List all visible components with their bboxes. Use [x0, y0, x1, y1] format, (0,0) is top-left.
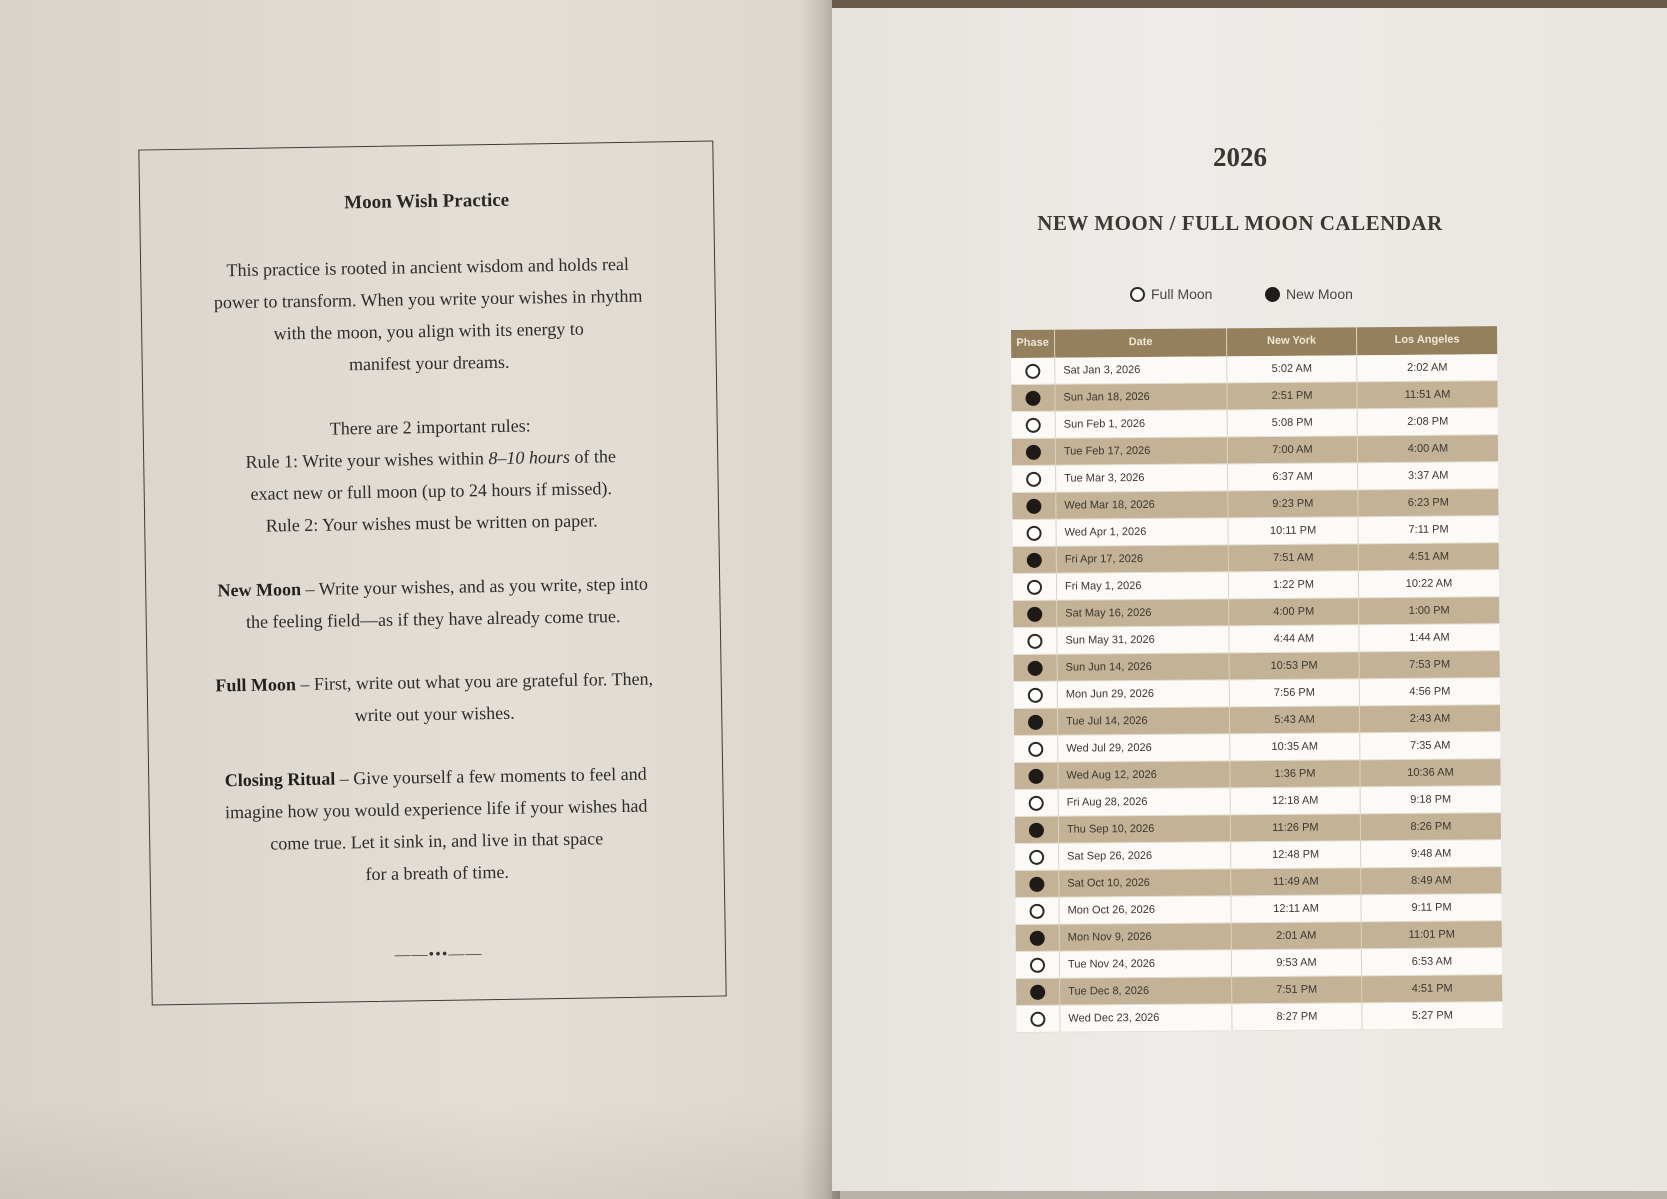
date-cell: Fri Apr 17, 2026: [1057, 545, 1229, 572]
new-york-time-cell: 5:02 AM: [1227, 355, 1357, 382]
new-york-time-cell: 9:23 PM: [1228, 490, 1358, 517]
legend-new-moon: [1265, 283, 1353, 305]
phase-cell: [1014, 736, 1058, 762]
full-moon-icon: [1030, 903, 1045, 918]
new-york-time-cell: 12:48 PM: [1231, 841, 1361, 868]
los-angeles-time-cell: 6:23 PM: [1407, 496, 1449, 509]
los-angeles-time-cell: 2:02 AM: [1407, 361, 1448, 374]
phase-cell: [1012, 439, 1056, 465]
new-york-time-cell: 8:27 PM: [1232, 1003, 1362, 1030]
header-phase: Phase: [1011, 330, 1055, 358]
date-cell: Sat May 16, 2026: [1057, 599, 1229, 626]
practice-frame: [138, 141, 726, 1006]
intro-line: with the moon, you align with its energy to: [273, 318, 584, 344]
table-row: [1013, 543, 1499, 574]
date-cell: Sat Oct 10, 2026: [1059, 869, 1231, 896]
date-cell: Mon Nov 9, 2026: [1060, 923, 1232, 950]
full-moon-icon: [1029, 849, 1044, 864]
practice-title: Moon Wish Practice: [344, 189, 510, 214]
new-york-time-cell: 4:00 PM: [1229, 598, 1359, 625]
los-angeles-time-cell: 11:51 AM: [1404, 388, 1451, 401]
los-angeles-time-cell: 4:00 AM: [1407, 442, 1449, 455]
new-moon-icon: [1265, 287, 1280, 302]
closing-line-3: come true. Let it sink in, and live in that space: [270, 828, 604, 854]
legend-new-moon-label: New Moon: [1286, 286, 1353, 302]
date-cell: Wed Apr 1, 2026: [1056, 518, 1228, 545]
intro-line: This practice is rooted in ancient wisdom and holds real: [226, 253, 630, 281]
closing-line-2: imagine how you would experience life if your wishes had: [224, 795, 648, 823]
table-row: [1013, 624, 1499, 655]
full-moon-icon: [1025, 363, 1040, 378]
phase-cell: [1015, 898, 1059, 924]
los-angeles-time-cell: 2:43 AM: [1409, 712, 1451, 725]
table-row: [1014, 732, 1500, 763]
ornament-divider: ——•••——: [394, 945, 483, 964]
table-row: [1012, 408, 1498, 439]
phase-cell: [1014, 682, 1058, 708]
date-cell: Wed Dec 23, 2026: [1060, 1004, 1232, 1031]
new-york-time-cell: 12:18 AM: [1231, 787, 1361, 814]
calendar-title: NEW MOON / FULL MOON CALENDAR: [1037, 211, 1443, 235]
rule-1-text: Rule 1: Write your wishes within: [245, 448, 489, 472]
practice-content: [139, 142, 725, 1005]
new-moon-icon: [1028, 660, 1043, 675]
phase-cell: [1015, 790, 1059, 816]
phase-cell: [1014, 709, 1058, 735]
new-york-time-cell: 7:00 AM: [1228, 436, 1358, 463]
new-york-time-cell: 10:11 PM: [1228, 517, 1358, 544]
new-moon-icon: [1026, 444, 1041, 459]
full-moon-line-2: write out your wishes.: [354, 702, 515, 726]
full-moon-paragraph: [187, 662, 681, 734]
full-moon-icon: [1028, 687, 1043, 702]
full-moon-icon: [1027, 633, 1042, 648]
new-york-time-cell: 7:51 AM: [1229, 544, 1359, 571]
date-cell: Tue Jul 14, 2026: [1058, 707, 1230, 734]
phase-cell: [1011, 358, 1055, 384]
intro-line: power to transform. When you write your wishes in rhythm: [213, 285, 643, 313]
closing-ritual-paragraph: [189, 757, 684, 893]
rules-heading: There are 2 important rules:: [329, 415, 531, 439]
los-angeles-time-cell: 9:18 PM: [1410, 793, 1452, 806]
page-shadow: [0, 1100, 832, 1199]
full-moon-icon: [1030, 1011, 1045, 1026]
los-angeles-time-cell: 4:51 AM: [1408, 550, 1450, 563]
table-header: [1011, 326, 1497, 358]
table-row: [1016, 975, 1502, 1006]
los-angeles-time-cell: 10:22 AM: [1405, 577, 1453, 590]
table-body: [1011, 354, 1502, 1033]
background-strip: [832, 0, 1667, 8]
table-row: [1014, 678, 1500, 709]
new-moon-label: New Moon: [217, 579, 302, 601]
phase-cell: [1012, 520, 1056, 546]
table-row: [1014, 759, 1500, 790]
full-moon-label: Full Moon: [215, 674, 297, 696]
rules-paragraph: [183, 407, 678, 543]
date-cell: Sun May 31, 2026: [1057, 626, 1229, 653]
rule-2: Rule 2: Your wishes must be written on paper.: [265, 510, 598, 536]
date-cell: Sat Sep 26, 2026: [1059, 842, 1231, 869]
date-cell: Tue Feb 17, 2026: [1056, 437, 1228, 464]
los-angeles-time-cell: 7:35 AM: [1410, 739, 1451, 752]
rule-1-line-2: exact new or full moon (up to 24 hours if missed).: [250, 478, 613, 504]
new-york-time-cell: 2:01 AM: [1232, 922, 1362, 949]
full-moon-icon: [1029, 795, 1044, 810]
table-row: [1012, 489, 1498, 520]
header-new-york: New York: [1227, 327, 1357, 356]
new-moon-icon: [1030, 984, 1045, 999]
phase-cell: [1013, 628, 1057, 654]
new-york-time-cell: 7:56 PM: [1230, 679, 1360, 706]
table-row: [1015, 786, 1501, 817]
new-york-time-cell: 6:37 AM: [1228, 463, 1358, 490]
table-row: [1016, 948, 1502, 979]
new-moon-icon: [1027, 606, 1042, 621]
new-moon-icon: [1029, 876, 1044, 891]
phase-cell: [1016, 1006, 1060, 1032]
new-york-time-cell: 5:43 AM: [1230, 706, 1360, 733]
date-cell: Wed Aug 12, 2026: [1058, 761, 1230, 788]
legend-full-moon-label: Full Moon: [1151, 286, 1213, 302]
intro-paragraph: [181, 247, 676, 383]
closing-ritual-label: Closing Ritual: [224, 768, 336, 791]
phase-legend: [1130, 283, 1390, 307]
new-york-time-cell: 1:22 PM: [1229, 571, 1359, 598]
los-angeles-time-cell: 8:49 AM: [1411, 874, 1452, 887]
los-angeles-time-cell: 1:00 PM: [1408, 604, 1450, 617]
new-york-time-cell: 12:11 AM: [1231, 895, 1361, 922]
new-moon-icon: [1026, 498, 1041, 513]
table-row: [1014, 705, 1500, 736]
new-york-time-cell: 10:53 PM: [1230, 652, 1360, 679]
los-angeles-time-cell: 6:53 AM: [1411, 955, 1453, 968]
table-row: [1013, 570, 1499, 601]
full-moon-icon: [1028, 741, 1043, 756]
table-row: [1014, 651, 1500, 682]
rule-1-text-end: of the: [569, 446, 617, 467]
new-york-time-cell: 10:35 AM: [1230, 733, 1360, 760]
phase-cell: [1012, 466, 1056, 492]
date-cell: Tue Nov 24, 2026: [1060, 950, 1232, 977]
los-angeles-time-cell: 10:36 AM: [1407, 766, 1454, 779]
phase-cell: [1016, 979, 1060, 1005]
phase-cell: [1012, 493, 1056, 519]
phase-cell: [1015, 844, 1059, 870]
full-moon-icon: [1030, 957, 1045, 972]
los-angeles-time-cell: 7:53 PM: [1409, 658, 1451, 671]
los-angeles-time-cell: 11:01 PM: [1408, 928, 1455, 941]
new-moon-line-2: the feeling field—as if they have already come true.: [245, 606, 621, 632]
los-angeles-time-cell: 4:51 PM: [1411, 982, 1453, 995]
los-angeles-time-cell: 2:08 PM: [1407, 415, 1449, 428]
table-row: [1012, 516, 1498, 547]
phase-cell: [1013, 547, 1057, 573]
date-cell: Tue Mar 3, 2026: [1056, 464, 1228, 491]
new-york-time-cell: 4:44 AM: [1229, 625, 1359, 652]
los-angeles-time-cell: 5:27 PM: [1411, 1009, 1453, 1022]
phase-cell: [1014, 655, 1058, 681]
los-angeles-time-cell: 1:44 AM: [1409, 631, 1450, 644]
new-moon-icon: [1028, 714, 1043, 729]
calendar-year: 2026: [1213, 142, 1267, 172]
date-cell: Sun Jan 18, 2026: [1055, 383, 1227, 410]
full-moon-icon: [1027, 579, 1042, 594]
date-cell: Sun Feb 1, 2026: [1056, 410, 1228, 437]
new-york-time-cell: 2:51 PM: [1227, 382, 1357, 409]
phase-cell: [1015, 871, 1059, 897]
table-row: [1013, 597, 1499, 628]
new-moon-icon: [1028, 768, 1043, 783]
los-angeles-time-cell: 7:11 PM: [1408, 523, 1449, 536]
table-row: [1012, 435, 1498, 466]
phase-cell: [1012, 412, 1056, 438]
date-cell: Wed Jul 29, 2026: [1058, 734, 1230, 761]
table-row: [1015, 840, 1501, 871]
los-angeles-time-cell: 8:26 PM: [1410, 820, 1452, 833]
date-cell: Mon Oct 26, 2026: [1059, 896, 1231, 923]
intro-line: manifest your dreams.: [348, 351, 510, 375]
rule-1-hours: 8–10 hours: [488, 446, 571, 469]
new-moon-paragraph: [186, 567, 680, 639]
date-cell: Tue Dec 8, 2026: [1060, 977, 1232, 1004]
legend-full-moon: [1130, 283, 1212, 305]
new-moon-icon: [1029, 822, 1044, 837]
date-cell: Sun Jun 14, 2026: [1058, 653, 1230, 680]
los-angeles-time-cell: 9:11 PM: [1411, 901, 1452, 914]
table-row: [1011, 354, 1497, 385]
table-row: [1015, 894, 1501, 925]
table-row: [1011, 381, 1497, 412]
new-york-time-cell: 11:49 AM: [1231, 868, 1361, 895]
date-cell: Mon Jun 29, 2026: [1058, 680, 1230, 707]
los-angeles-time-cell: 4:56 PM: [1409, 685, 1451, 698]
new-york-time-cell: 1:36 PM: [1230, 760, 1360, 787]
date-cell: Thu Sep 10, 2026: [1059, 815, 1231, 842]
new-moon-icon: [1025, 390, 1040, 405]
new-york-time-cell: 7:51 PM: [1232, 976, 1362, 1003]
date-cell: Sat Jan 3, 2026: [1055, 356, 1227, 383]
date-cell: Fri Aug 28, 2026: [1059, 788, 1231, 815]
phase-cell: [1016, 925, 1060, 951]
table-row: [1016, 921, 1502, 952]
phase-cell: [1016, 952, 1060, 978]
new-york-time-cell: 11:26 PM: [1231, 814, 1361, 841]
phase-cell: [1011, 385, 1055, 411]
full-moon-icon: [1026, 471, 1041, 486]
new-york-time-cell: 5:08 PM: [1228, 409, 1358, 436]
phase-cell: [1014, 763, 1058, 789]
phase-cell: [1013, 601, 1057, 627]
table-row: [1016, 1002, 1502, 1033]
phase-cell: [1015, 817, 1059, 843]
new-york-time-cell: 9:53 AM: [1232, 949, 1362, 976]
table-row: [1012, 462, 1498, 493]
new-moon-icon: [1030, 930, 1045, 945]
header-date: Date: [1055, 328, 1227, 357]
new-moon-icon: [1027, 552, 1042, 567]
full-moon-icon: [1027, 525, 1042, 540]
table-row: [1015, 867, 1501, 898]
full-moon-icon: [1130, 287, 1145, 302]
closing-line-4: for a breath of time.: [365, 861, 510, 885]
moon-calendar-table: [1011, 326, 1503, 1033]
table-row: [1015, 813, 1501, 844]
date-cell: Fri May 1, 2026: [1057, 572, 1229, 599]
full-moon-text: – First, write out what you are grateful for. Then,: [295, 668, 654, 695]
new-moon-text: – Write your wishes, and as you write, step into: [300, 573, 649, 600]
phase-cell: [1013, 574, 1057, 600]
los-angeles-time-cell: 9:48 AM: [1410, 847, 1452, 860]
full-moon-icon: [1026, 417, 1041, 432]
los-angeles-time-cell: 3:37 AM: [1407, 469, 1449, 482]
closing-text: – Give yourself a few moments to feel and: [335, 763, 647, 789]
header-los-angeles: Los Angeles: [1394, 333, 1460, 346]
date-cell: Wed Mar 18, 2026: [1056, 491, 1228, 518]
